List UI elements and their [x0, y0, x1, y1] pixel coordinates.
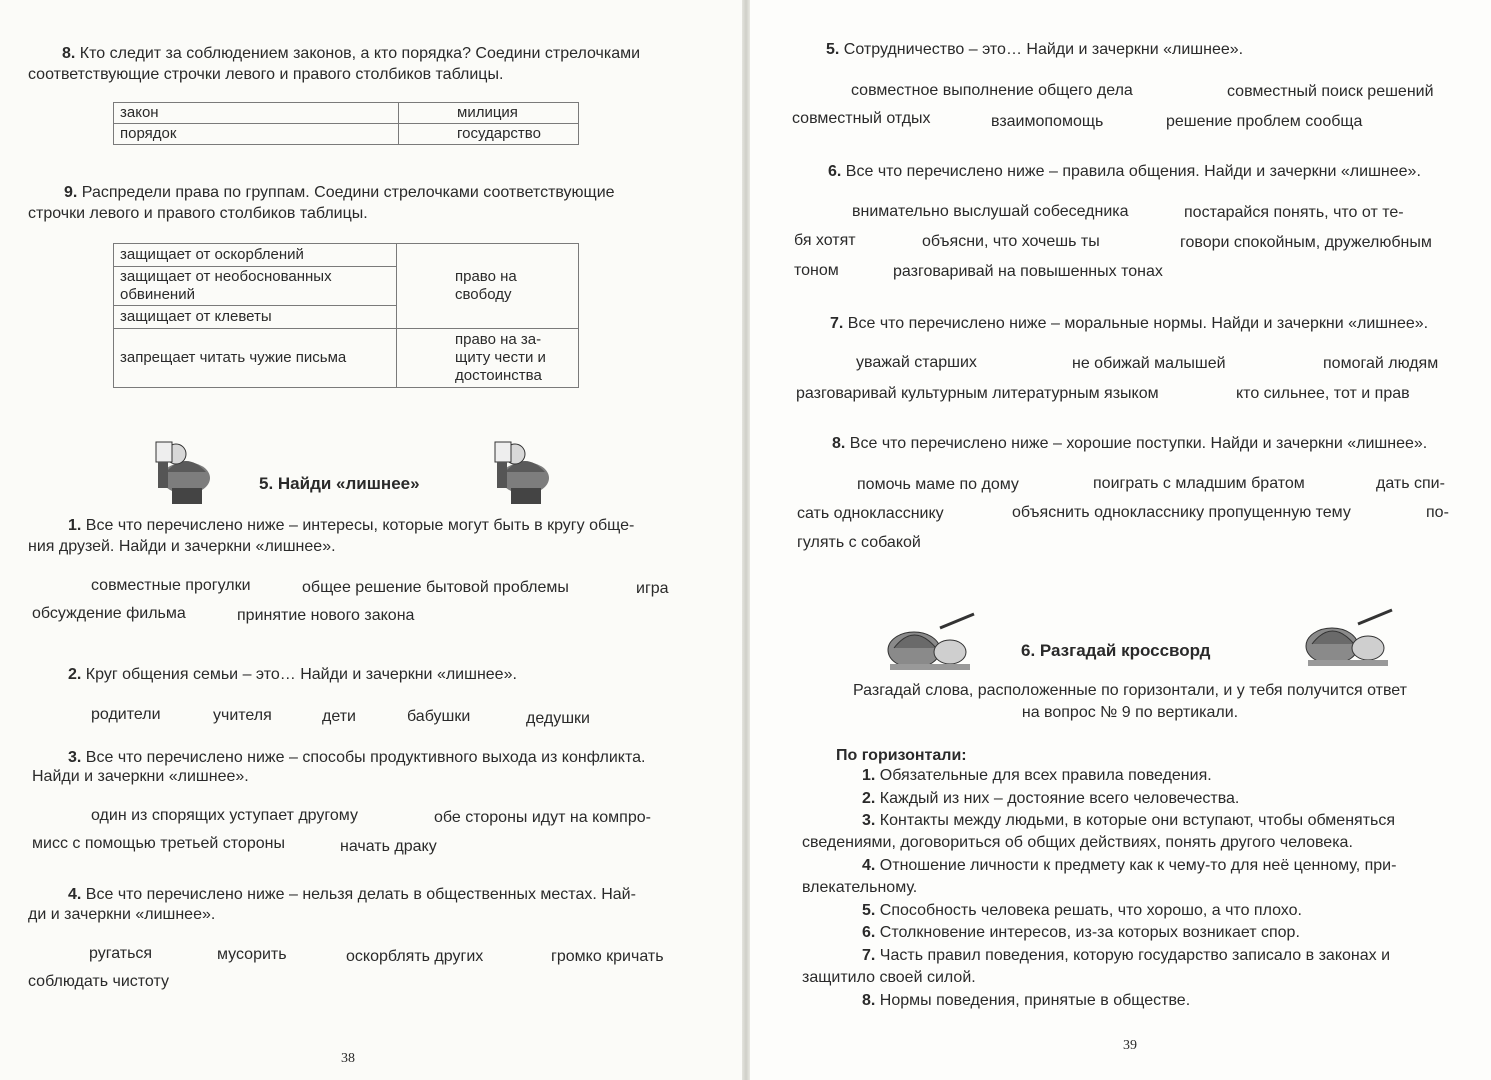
list-item: совместные прогулки: [91, 577, 251, 594]
clue-6: 6. Столкновение интересов, из-за которых возникает спор.: [862, 924, 1300, 941]
clue-7: 7. Часть правил поведения, которую государство записало в законах и: [862, 947, 1391, 964]
turtle-with-pencil-illustration: [1302, 606, 1398, 670]
table-cell: защищает от оскорблений: [114, 244, 397, 267]
list-item: дать спи-: [1376, 475, 1445, 492]
reading-turtle-illustration: [487, 432, 557, 508]
list-item: мусорить: [217, 946, 287, 963]
list-item: постарайся понять, что от те-: [1184, 204, 1404, 221]
table-cell: право на за- щиту чести и достоинства: [397, 329, 579, 388]
table-cell: порядок: [114, 124, 399, 145]
book-spine: [742, 0, 750, 1080]
list-item: поиграть с младшим братом: [1093, 475, 1305, 492]
page-number: 38: [341, 1051, 355, 1066]
list-item: не обижай малышей: [1072, 355, 1226, 372]
list-item: общее решение бытовой проблемы: [302, 579, 569, 596]
list-item: объясни, что хочешь ты: [922, 233, 1100, 250]
q3-line1: 3. Все что перечислено ниже – способы продуктивного выхода из конфликта.: [68, 749, 646, 766]
table-row: [114, 103, 579, 124]
list-item: взаимопомощь: [991, 113, 1104, 130]
q5-line1: 5. Сотрудничество – это… Найди и зачеркни «лишнее».: [826, 41, 1244, 58]
q7-line1: 7. Все что перечислено ниже – моральные нормы. Найди и зачеркни «лишнее».: [830, 315, 1429, 332]
list-item: сать однокласснику: [797, 505, 944, 522]
list-item: тоном: [794, 262, 839, 279]
list-item: дедушки: [526, 710, 590, 727]
task9-number: 9.: [64, 184, 78, 201]
q1-line1: 1. Все что перечислено ниже – интересы, которые могут быть в кругу обще-: [68, 517, 635, 534]
table-cell: защищает от необоснованных обвинений: [114, 267, 397, 306]
q4-line1: 4. Все что перечислено ниже – нельзя делать в общественных местах. Най-: [68, 886, 636, 903]
list-item: разговаривай культурным литературным языком: [796, 385, 1159, 402]
q3-line2: Найди и зачеркни «лишнее».: [32, 768, 249, 785]
list-item: принятие нового закона: [237, 607, 415, 624]
list-item: говори спокойным, дружелюбным: [1180, 234, 1432, 251]
list-item: внимательно выслушай собеседника: [852, 203, 1129, 220]
reading-turtle-illustration: [148, 432, 218, 508]
list-item: один из спорящих уступает другому: [91, 807, 358, 824]
list-item: мисс с помощью третьей стороны: [32, 835, 285, 852]
list-item: начать драку: [340, 838, 437, 855]
list-item: игра: [636, 580, 669, 597]
table-cell: защищает от клеветы: [114, 306, 397, 329]
clue-3: 3. Контакты между людьми, в которые они вступают, чтобы обменяться: [862, 812, 1396, 829]
list-item: разговаривай на повышенных тонах: [893, 263, 1163, 280]
task9-table: [113, 243, 579, 388]
list-item: совместный отдых: [792, 110, 931, 127]
list-item: бабушки: [407, 708, 471, 725]
list-item: родители: [91, 706, 161, 723]
table-row: [114, 124, 579, 145]
table-cell: запрещает читать чужие письма: [114, 329, 397, 388]
list-item: бя хотят: [794, 232, 856, 249]
table-row: [114, 244, 579, 267]
clue-1: 1. Обязательные для всех правила поведения.: [862, 767, 1212, 784]
task8-number: 8.: [62, 45, 76, 62]
clue-5: 5. Способность человека решать, что хорошо, а что плохо.: [862, 902, 1302, 919]
list-item: соблюдать чистоту: [28, 973, 169, 990]
section5-title: 5. Найди «лишнее»: [259, 474, 420, 493]
list-item: учителя: [213, 707, 272, 724]
clue-7-cont: защитило своей силой.: [802, 969, 976, 986]
list-item: совместное выполнение общего дела: [851, 82, 1133, 99]
task9-line2: строчки левого и правого столбиков таблицы.: [28, 205, 368, 222]
q4-line2: ди и зачеркни «лишнее».: [28, 906, 216, 923]
task9-line1: 9. Распредели права по группам. Соедини стрелочками соответствующие: [64, 184, 615, 201]
task8-line2: соответствующие строчки левого и правого столбиков таблицы.: [28, 66, 504, 83]
list-item: оскорблять других: [346, 948, 484, 965]
clue-3-cont: сведениями, договориться об общих действиях, понять другого человека.: [802, 834, 1353, 851]
list-item: обсуждение фильма: [32, 605, 186, 622]
list-item: дети: [322, 708, 356, 725]
list-item: совместный поиск решений: [1227, 83, 1434, 100]
table-cell: милиция: [399, 103, 579, 124]
list-item: громко кричать: [551, 948, 664, 965]
list-item: гулять с собакой: [797, 534, 921, 551]
list-item: помогай людям: [1323, 355, 1439, 372]
list-item: обе стороны идут на компро-: [434, 809, 651, 826]
task8-line1: 8. Кто следит за соблюдением законов, а кто порядка? Соедини стрелочками: [62, 45, 641, 62]
table-cell: закон: [114, 103, 399, 124]
page-number: 39: [1123, 1038, 1137, 1053]
list-item: ругаться: [89, 945, 153, 962]
list-item: объяснить однокласснику пропущенную тему: [1012, 504, 1351, 521]
table-cell: право на свободу: [397, 244, 579, 329]
list-item: помочь маме по дому: [857, 476, 1019, 493]
q6-line1: 6. Все что перечислено ниже – правила общения. Найди и зачеркни «лишнее».: [828, 163, 1421, 180]
crossword-intro-line1: Разгадай слова, расположенные по горизонтали, и у тебя получится ответ: [853, 682, 1407, 699]
across-heading: По горизонтали:: [836, 747, 967, 764]
clue-4: 4. Отношение личности к предмету как к чему-то для неё ценному, при-: [862, 857, 1397, 874]
table-cell: государство: [399, 124, 579, 145]
q2-line1: 2. Круг общения семьи – это… Найди и зачеркни «лишнее».: [68, 666, 517, 683]
list-item: кто сильнее, тот и прав: [1236, 385, 1410, 402]
q1-line2: ния друзей. Найди и зачеркни «лишнее».: [28, 538, 336, 555]
clue-8: 8. Нормы поведения, принятые в обществе.: [862, 992, 1191, 1009]
task8-table: [113, 102, 579, 145]
q8-line1: 8. Все что перечислено ниже – хорошие поступки. Найди и зачеркни «лишнее».: [832, 435, 1428, 452]
list-item: по-: [1426, 504, 1449, 521]
clue-2: 2. Каждый из них – достояние всего человечества.: [862, 790, 1240, 807]
clue-4-cont: влекательному.: [802, 879, 918, 896]
crossword-intro-line2: на вопрос № 9 по вертикали.: [1021, 704, 1239, 721]
section6-title: 6. Разгадай кроссворд: [1021, 641, 1211, 660]
turtle-with-pencil-illustration: [884, 610, 980, 674]
table-row: [114, 329, 579, 388]
list-item: решение проблем сообща: [1166, 113, 1363, 130]
list-item: уважай старших: [856, 354, 977, 371]
